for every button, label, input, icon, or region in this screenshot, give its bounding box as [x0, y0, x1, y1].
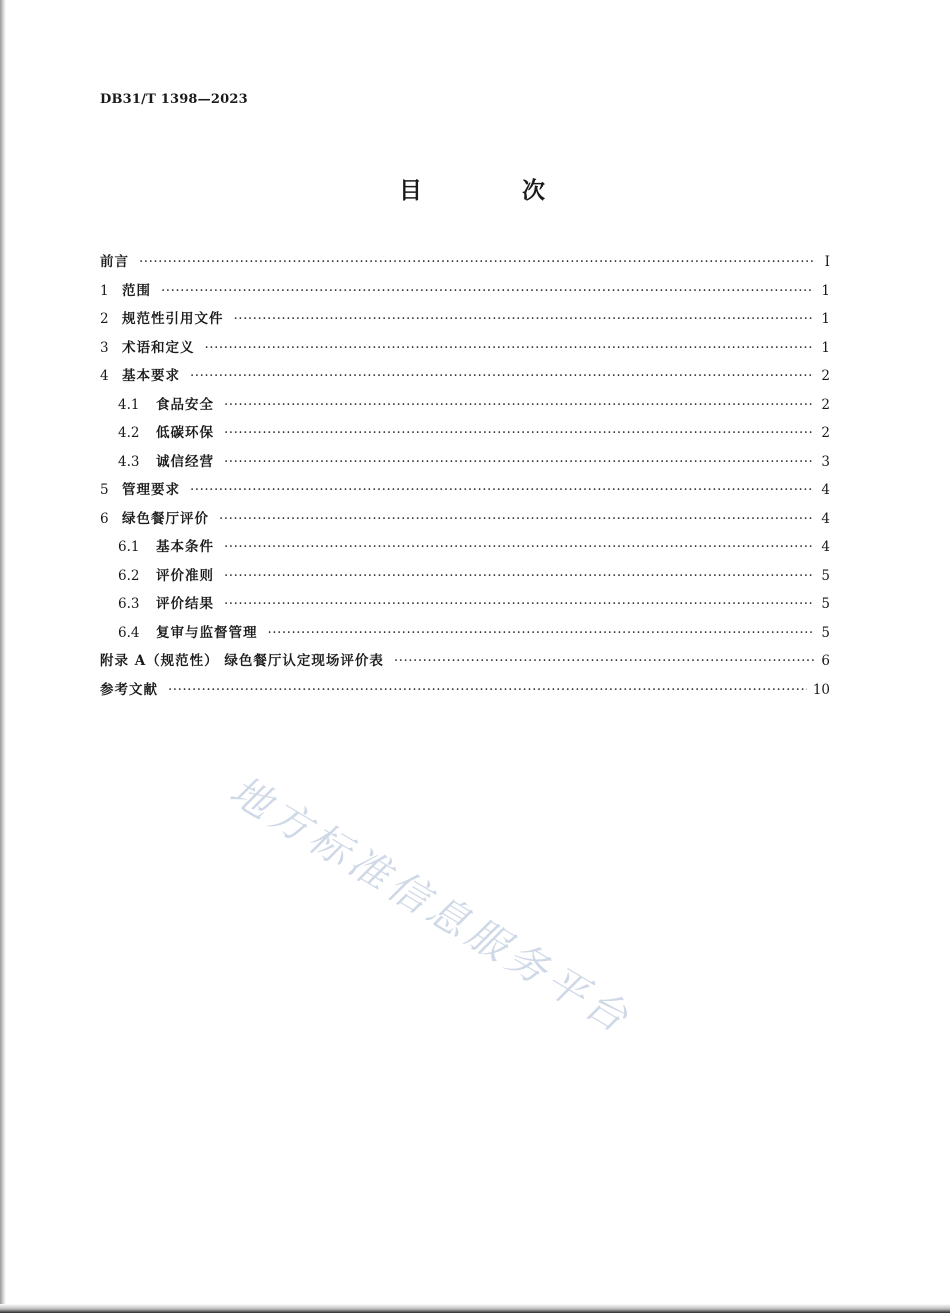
- toc-dot-leader: [139, 252, 814, 272]
- document-code: DB31/T 1398—2023: [100, 92, 248, 107]
- toc-entry-page: 6: [821, 653, 830, 669]
- toc-entry-page: 2: [821, 368, 830, 384]
- toc-entry[interactable]: [100, 309, 830, 338]
- toc-entry-label: 基本条件: [156, 539, 214, 555]
- toc-entry-number: 4: [100, 368, 109, 384]
- toc-entry-label: 规范性引用文件: [122, 311, 224, 327]
- toc-entry-number: 3: [100, 339, 109, 356]
- toc-entry-page: 1: [821, 339, 830, 356]
- toc-entry[interactable]: [100, 566, 830, 595]
- toc-entry[interactable]: [100, 281, 830, 310]
- toc-dot-leader: [161, 281, 814, 301]
- toc-entry[interactable]: [100, 452, 830, 481]
- toc-entry-label: 前言: [100, 254, 129, 270]
- toc-entry[interactable]: [100, 338, 830, 367]
- toc-entry-label: 评价结果: [156, 596, 214, 612]
- toc-dot-leader: [394, 651, 814, 671]
- toc-entry-number: 4.2: [118, 425, 140, 441]
- toc-dot-leader: [168, 680, 807, 700]
- toc-entry-page: 3: [821, 453, 830, 470]
- toc-entry[interactable]: [100, 366, 830, 395]
- toc-dot-leader: [224, 537, 814, 557]
- table-of-contents: [100, 252, 830, 708]
- toc-entry-page: 5: [821, 567, 830, 584]
- toc-entry[interactable]: [100, 623, 830, 652]
- toc-dot-leader: [234, 309, 815, 329]
- watermark: 地方标准信息服务平台: [221, 767, 640, 1045]
- toc-dot-leader: [224, 395, 814, 415]
- toc-entry-page: 1: [821, 311, 830, 327]
- toc-dot-leader: [205, 338, 815, 358]
- toc-entry[interactable]: [100, 480, 830, 509]
- toc-entry-label: 附录 A（规范性） 绿色餐厅认定现场评价表: [100, 653, 384, 669]
- toc-entry-label: 评价准则: [156, 567, 214, 584]
- toc-entry-number: 5: [100, 482, 109, 498]
- toc-entry-label: 术语和定义: [122, 339, 195, 356]
- toc-entry-page: 1: [821, 282, 830, 299]
- toc-entry[interactable]: [100, 651, 830, 680]
- toc-dot-leader: [219, 509, 814, 529]
- toc-entry[interactable]: [100, 423, 830, 452]
- toc-dot-leader: [224, 594, 814, 614]
- toc-title: 目 次: [398, 177, 591, 204]
- toc-entry-number: 6.2: [118, 567, 140, 584]
- toc-entry-label: 复审与监督管理: [156, 624, 258, 641]
- toc-entry-label: 基本要求: [122, 368, 180, 384]
- toc-entry-page: 5: [821, 596, 830, 612]
- toc-entry[interactable]: [100, 509, 830, 538]
- toc-entry-page: 5: [821, 624, 830, 641]
- toc-dot-leader: [224, 452, 814, 472]
- toc-entry-page: I: [824, 254, 830, 270]
- toc-entry-number: 6.3: [118, 596, 140, 612]
- toc-entry-number: 2: [100, 311, 109, 327]
- scan-bottom-edge: [0, 1304, 950, 1313]
- toc-entry-page: 2: [821, 425, 830, 441]
- toc-dot-leader: [190, 366, 814, 386]
- toc-entry-page: 10: [812, 681, 830, 698]
- toc-entry-number: 4.3: [118, 453, 140, 470]
- toc-entry-number: 1: [100, 282, 109, 299]
- toc-entry-page: 4: [821, 510, 830, 527]
- toc-entry[interactable]: [100, 537, 830, 566]
- toc-entry-page: 4: [821, 482, 830, 498]
- toc-dot-leader: [268, 623, 815, 643]
- toc-dot-leader: [190, 480, 814, 500]
- toc-entry-number: 6: [100, 510, 109, 527]
- toc-entry-label: 参考文献: [100, 681, 158, 698]
- toc-entry-label: 范围: [122, 282, 151, 299]
- toc-entry-number: 6.4: [118, 624, 140, 641]
- toc-entry[interactable]: [100, 395, 830, 424]
- toc-entry[interactable]: [100, 252, 830, 281]
- toc-entry[interactable]: [100, 680, 830, 709]
- toc-entry-label: 管理要求: [122, 482, 180, 498]
- toc-entry-number: 4.1: [118, 396, 140, 413]
- toc-entry-page: 4: [821, 539, 830, 555]
- toc-dot-leader: [224, 423, 814, 443]
- toc-entry[interactable]: [100, 594, 830, 623]
- toc-entry-label: 食品安全: [156, 396, 214, 413]
- toc-entry-label: 绿色餐厅评价: [122, 510, 209, 527]
- toc-entry-label: 低碳环保: [156, 425, 214, 441]
- toc-entry-page: 2: [821, 396, 830, 413]
- toc-dot-leader: [224, 566, 814, 586]
- toc-entry-number: 6.1: [118, 539, 140, 555]
- toc-entry-label: 诚信经营: [156, 453, 214, 470]
